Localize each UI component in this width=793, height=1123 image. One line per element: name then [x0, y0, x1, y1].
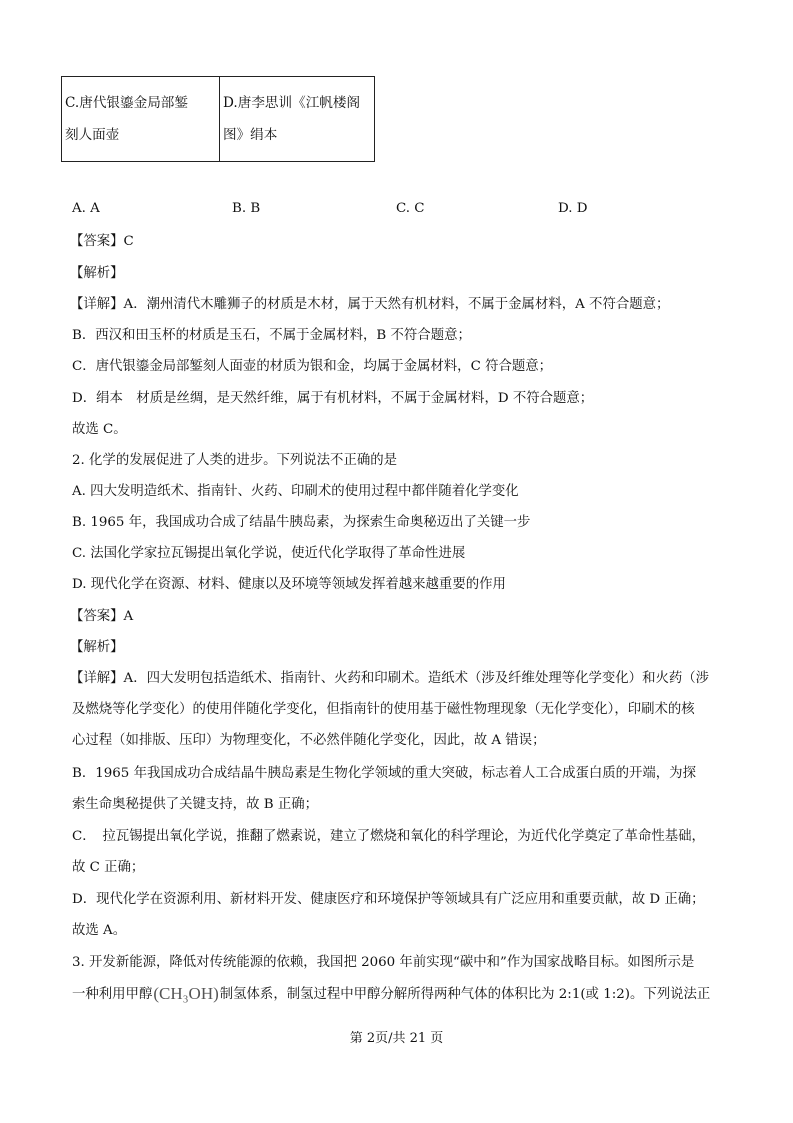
- cell-d-line-1: D.唐李思训《江帆楼阁: [223, 95, 361, 111]
- q2-detail-line: 【详解】A．四大发明包括造纸术、指南针、火药和印刷术。造纸术（涉及纤维处理等化学变化）和火药（涉: [70, 671, 710, 686]
- page-footer: 第 2页/共 21 页: [349, 1031, 444, 1046]
- q2-option-b: B. 1965 年，我国成功合成了结晶牛胰岛素，为探索生命奥秘迈出了关键一步: [72, 515, 531, 530]
- option-c: C. C: [396, 201, 425, 216]
- q1-detail-line: 故选 C。: [72, 422, 127, 437]
- q2-option-a: A. 四大发明造纸术、指南针、火药、印刷术的使用过程中都伴随着化学变化: [72, 484, 519, 499]
- image-options-table: [61, 76, 375, 162]
- q2-analysis-heading: 【解析】: [70, 640, 124, 655]
- q2-detail-line: 心过程（如排版、压印）为物理变化，不必然伴随化学变化，因此，故 A 错误；: [72, 733, 546, 748]
- q1-detail-line: D．绢本 材质是丝绸，是天然纤维，属于有机材料，不属于金属材料，D 不符合题意；: [72, 391, 594, 406]
- q2-detail-line: D．现代化学在资源利用、新材料开发、健康医疗和环境保护等领域具有广泛应用和重要贡献，故 D 正确；: [72, 892, 705, 907]
- q2-detail-line: C． 拉瓦锡提出氧化学说，推翻了燃素说，建立了燃烧和氧化的科学理论，为近代化学奠定了革命性基础，: [72, 829, 705, 844]
- cell-d-line-2: 图》绢本: [223, 127, 278, 143]
- table-cell-d: [220, 77, 375, 162]
- q2-option-d: D. 现代化学在资源、材料、健康以及环境等领域发挥着越来越重要的作用: [72, 577, 506, 592]
- q2-detail-line: 索生命奥秘提供了关键支持，故 B 正确；: [72, 797, 318, 812]
- q2-answer: 【答案】A: [70, 609, 134, 624]
- cell-c-line-1: C.唐代银鎏金局部錾: [65, 95, 188, 111]
- q1-answer: 【答案】C: [70, 234, 134, 249]
- q3-text-after-formula: 制氢体系，制氢过程中甲醇分解所得两种气体的体积比为 2:1(或 1:2)。下列说法正: [219, 987, 711, 1002]
- q2-stem: 2. 化学的发展促进了人类的进步。下列说法不正确的是: [72, 453, 398, 468]
- option-a: A. A: [72, 201, 100, 216]
- q2-detail-line: 故选 A。: [72, 923, 127, 938]
- q2-detail-line: 故 C 正确；: [72, 860, 145, 875]
- q2-detail-line: B．1965 年我国成功合成结晶牛胰岛素是生物化学领域的重大突破，标志着人工合成蛋白质的开端，为探: [72, 766, 696, 781]
- q1-analysis-heading: 【解析】: [70, 266, 124, 281]
- q1-detail-line: 【详解】A．潮州清代木雕狮子的材质是木材，属于天然有机材料，不属于金属材料，A 不符合题意；: [70, 297, 670, 312]
- table-cell-c: [62, 77, 220, 162]
- q3-stem-line-1: 3. 开发新能源，降低对传统能源的依赖，我国把 2060 年前实现“碳中和”作为国家战略目标。如图所示是: [72, 955, 695, 970]
- option-d: D. D: [558, 201, 588, 216]
- q2-detail-line: 及燃烧等化学变化）的使用伴随化学变化，但指南针的使用基于磁性物理现象（无化学变化），印刷术的核: [72, 702, 695, 717]
- q1-detail-line: B．西汉和田玉杯的材质是玉石，不属于金属材料，B 不符合题意；: [72, 328, 471, 343]
- q3-stem-line-2: [72, 984, 710, 1005]
- q3-text-before-formula: 一种利用甲醇: [72, 987, 153, 1002]
- q2-option-c: C. 法国化学家拉瓦锡提出氧化学说，使近代化学取得了革命性进展: [72, 546, 466, 561]
- methanol-formula: (CH₃OH): [153, 984, 219, 1003]
- option-b: B. B: [232, 201, 261, 216]
- cell-c-line-2: 刻人面壶: [65, 127, 120, 143]
- q1-detail-line: C．唐代银鎏金局部錾刻人面壶的材质为银和金，均属于金属材料，C 符合题意；: [72, 359, 553, 374]
